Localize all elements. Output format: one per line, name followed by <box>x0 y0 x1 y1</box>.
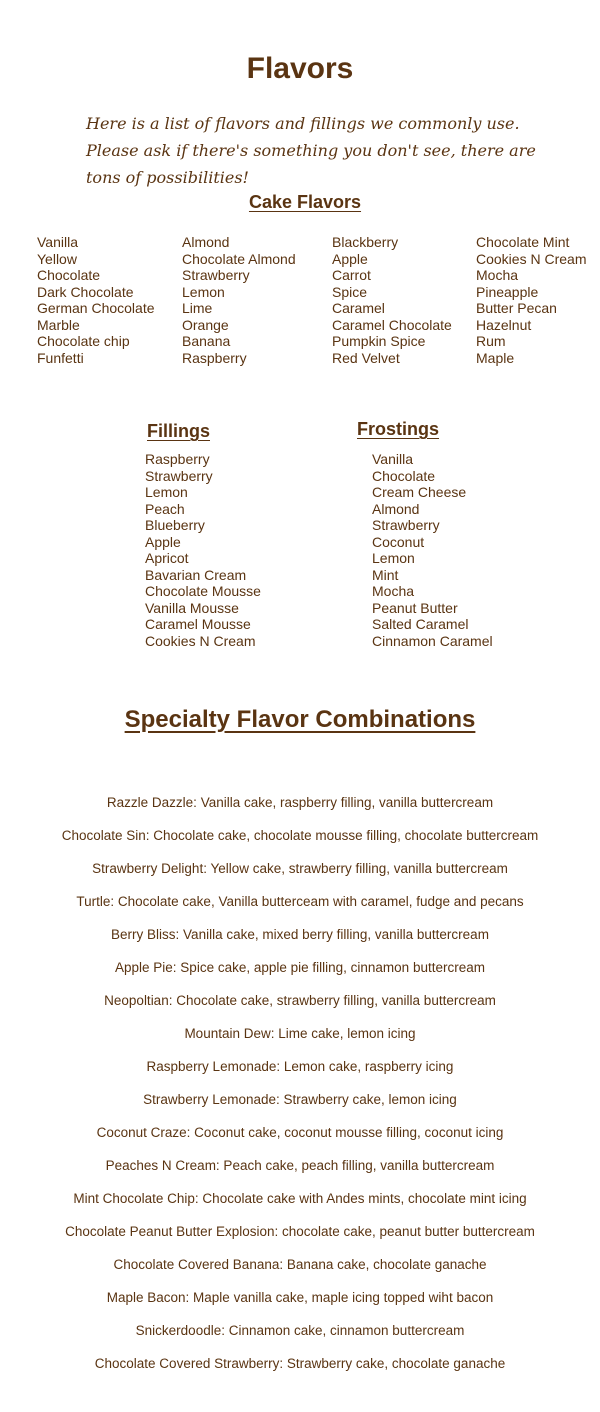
list-item: Bavarian Cream <box>145 566 247 583</box>
list-item: Chocolate Mint <box>476 234 570 250</box>
list-item: Strawberry <box>182 267 250 283</box>
list-item: Maple Bacon: Maple vanilla cake, maple icing topped wiht bacon <box>106 1290 494 1305</box>
list-item: Marble <box>37 316 80 333</box>
list-item: Cream Cheese <box>372 484 467 500</box>
list-item: Strawberry Delight: Yellow cake, strawberry filling, vanilla buttercream <box>92 861 508 876</box>
list-item: Caramel Mousse <box>145 616 251 632</box>
list-item: Snickerdoodle: Cinnamon cake, cinnamon buttercream <box>135 1323 465 1338</box>
list-item: Rum <box>476 333 506 349</box>
list-item: Vanilla Mousse <box>145 599 239 616</box>
list-item: Chocolate <box>372 467 436 484</box>
frostings-list <box>372 451 493 649</box>
list-item: Apricot <box>145 550 189 566</box>
cake-flavors-column-2 <box>182 234 296 366</box>
cake-flavors-column-4 <box>476 234 586 366</box>
fillings-heading: Fillings <box>147 421 210 441</box>
list-item: Peanut Butter <box>372 599 458 616</box>
list-item: Caramel Chocolate <box>332 316 452 333</box>
list-item: Mountain Dew: Lime cake, lemon icing <box>184 1026 416 1041</box>
list-item: Lemon <box>372 550 415 566</box>
list-item: Apple Pie: Spice cake, apple pie filling, cinnamon buttercream <box>115 960 485 975</box>
list-item: Salted Caramel <box>372 616 469 632</box>
page-title: Flavors <box>246 52 354 85</box>
list-item: Strawberry <box>372 517 440 533</box>
list-item: Cookies N Cream <box>476 250 587 267</box>
list-item: Almond <box>372 500 420 517</box>
list-item: Blackberry <box>332 234 399 250</box>
specialty-combinations-list <box>0 793 600 1387</box>
list-item: Banana <box>182 333 231 349</box>
list-item: Lemon <box>145 484 188 500</box>
cake-flavors-heading: Cake Flavors <box>248 192 362 212</box>
list-item: Razzle Dazzle: Vanilla cake, raspberry filling, vanilla buttercream <box>106 795 494 810</box>
list-item: Strawberry <box>145 467 213 484</box>
list-item: Dark Chocolate <box>37 283 134 300</box>
list-item: Hazelnut <box>476 316 532 333</box>
list-item: Spice <box>332 283 368 300</box>
list-item: Chocolate Sin: Chocolate cake, chocolate mousse filling, chocolate buttercream <box>61 828 539 843</box>
list-item: Cookies N Cream <box>145 632 256 649</box>
list-item: Lemon <box>182 283 225 300</box>
list-item: Vanilla <box>37 234 78 250</box>
list-item: Coconut <box>372 533 425 550</box>
list-item: Red Velvet <box>332 349 400 366</box>
list-item: Apple <box>145 533 181 550</box>
list-item: Turtle: Chocolate cake, Vanilla butterceam with caramel, fudge and pecans <box>76 894 524 909</box>
list-item: Maple <box>476 349 515 366</box>
list-item: Apple <box>332 250 368 267</box>
specialty-heading: Specialty Flavor Combinations <box>124 706 476 733</box>
list-item: Pineapple <box>476 283 539 300</box>
list-item: Orange <box>182 316 229 333</box>
list-item: Coconut Craze: Coconut cake, coconut mousse filling, coconut icing <box>96 1125 504 1140</box>
intro-text: Here is a list of flavors and fillings we commonly use. Please ask if there's something you don't see, there are tons of possibilities! <box>86 114 536 187</box>
list-item: German Chocolate <box>37 300 155 316</box>
list-item: Strawberry Lemonade: Strawberry cake, lemon icing <box>143 1092 457 1107</box>
list-item: Pumpkin Spice <box>332 333 426 349</box>
list-item: Chocolate Almond <box>182 250 296 267</box>
list-item: Butter Pecan <box>476 300 557 316</box>
list-item: Caramel <box>332 300 385 316</box>
list-item: Blueberry <box>145 517 205 533</box>
list-item: Peaches N Cream: Peach cake, peach filling, vanilla buttercream <box>105 1158 495 1173</box>
list-item: Yellow <box>37 250 77 267</box>
list-item: Cinnamon Caramel <box>372 632 493 649</box>
list-item: Peach <box>145 500 185 517</box>
list-item: Berry Bliss: Vanilla cake, mixed berry filling, vanilla buttercream <box>111 927 489 942</box>
list-item: Chocolate Mousse <box>145 583 261 599</box>
list-item: Chocolate <box>37 267 101 283</box>
list-item: Lime <box>182 300 213 316</box>
frostings-heading: Frostings <box>357 419 440 439</box>
list-item: Funfetti <box>37 349 84 366</box>
list-item: Chocolate chip <box>37 333 130 349</box>
list-item: Mint Chocolate Chip: Chocolate cake with Andes mints, chocolate mint icing <box>73 1191 527 1206</box>
list-item: Raspberry Lemonade: Lemon cake, raspberry icing <box>146 1059 454 1074</box>
list-item: Neopoltian: Chocolate cake, strawberry filling, vanilla buttercream <box>104 993 496 1008</box>
list-item: Mint <box>372 566 399 583</box>
list-item: Chocolate Covered Banana: Banana cake, chocolate ganache <box>113 1257 487 1272</box>
list-item: Almond <box>182 234 230 250</box>
list-item: Carrot <box>332 267 371 283</box>
list-item: Chocolate Peanut Butter Explosion: chocolate cake, peanut butter buttercream <box>65 1224 535 1239</box>
cake-flavors-column-1 <box>37 234 155 366</box>
list-item: Mocha <box>476 267 519 283</box>
cake-flavors-column-3 <box>332 234 452 366</box>
list-item: Vanilla <box>372 451 413 467</box>
list-item: Raspberry <box>145 451 210 467</box>
fillings-list <box>145 451 261 649</box>
list-item: Mocha <box>372 583 415 599</box>
list-item: Raspberry <box>182 349 247 366</box>
list-item: Chocolate Covered Strawberry: Strawberry cake, chocolate ganache <box>94 1356 506 1371</box>
